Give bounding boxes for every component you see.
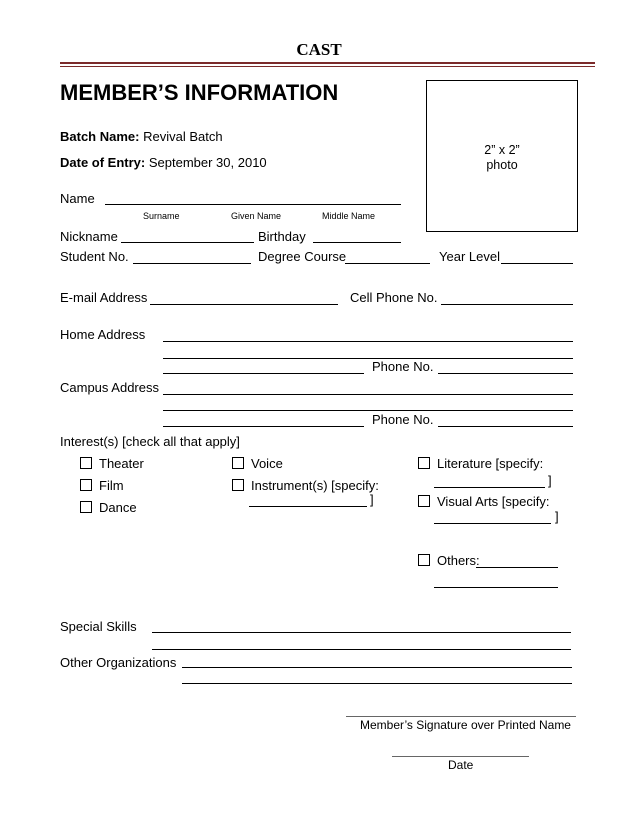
special-skills-line-1[interactable] <box>152 632 571 633</box>
interest-dance[interactable] <box>80 500 137 515</box>
cell-phone-label: Cell Phone No. <box>350 290 438 305</box>
home-address-label: Home Address <box>60 327 146 342</box>
checkbox-icon[interactable] <box>418 457 430 469</box>
other-orgs-line-1[interactable] <box>182 667 572 668</box>
home-address-line-2[interactable] <box>163 358 573 359</box>
interest-others[interactable] <box>418 553 480 568</box>
campus-address-line-1[interactable] <box>163 394 573 395</box>
checkbox-icon[interactable] <box>232 479 244 491</box>
year-level-label: Year Level <box>439 249 500 264</box>
signature-line[interactable] <box>346 716 576 717</box>
interest-dance-label: Dance <box>99 500 137 515</box>
photo-label <box>427 143 577 173</box>
checkbox-icon[interactable] <box>232 457 244 469</box>
name-label: Name <box>60 191 95 206</box>
batch-row <box>60 129 223 144</box>
email-field[interactable] <box>150 304 338 305</box>
interest-others-label: Others: <box>437 553 480 568</box>
checkbox-icon[interactable] <box>418 554 430 566</box>
interest-literature[interactable] <box>418 456 543 471</box>
visual-arts-close-bracket: ] <box>555 509 559 524</box>
home-address-line-1[interactable] <box>163 341 573 342</box>
visual-arts-specify-field[interactable] <box>434 523 551 524</box>
photo-size: 2” x 2” <box>484 143 520 157</box>
name-field[interactable] <box>105 204 401 205</box>
middle-name-label: Middle Name <box>322 211 376 221</box>
entry-row <box>60 155 267 170</box>
photo-box <box>426 80 578 232</box>
interest-instruments-label: Instrument(s) [specify: <box>251 478 379 493</box>
instruments-close-bracket: ] <box>370 492 374 507</box>
special-skills-label: Special Skills <box>60 619 137 634</box>
interest-film-label: Film <box>99 478 124 493</box>
batch-label: Batch Name: <box>60 129 140 144</box>
interest-theater-label: Theater <box>99 456 144 471</box>
signature-label: Member’s Signature over Printed Name <box>360 718 571 732</box>
photo-text: photo <box>486 158 518 172</box>
header-title: CAST <box>296 40 342 59</box>
date-line[interactable] <box>392 756 529 757</box>
others-field-1[interactable] <box>476 567 558 568</box>
literature-close-bracket: ] <box>548 473 552 488</box>
special-skills-line-2[interactable] <box>152 649 571 650</box>
birthday-field[interactable] <box>313 242 401 243</box>
student-no-label: Student No. <box>60 249 129 264</box>
other-orgs-line-2[interactable] <box>182 683 572 684</box>
interest-theater[interactable] <box>80 456 144 471</box>
literature-specify-field[interactable] <box>434 487 545 488</box>
surname-label: Surname <box>143 211 180 221</box>
batch-value: Revival Batch <box>143 129 223 144</box>
nickname-field[interactable] <box>121 242 254 243</box>
interest-voice[interactable] <box>232 456 283 471</box>
campus-address-label: Campus Address <box>60 380 159 395</box>
instruments-specify-field[interactable] <box>249 506 367 507</box>
entry-label: Date of Entry: <box>60 155 146 170</box>
birthday-label: Birthday <box>258 229 306 244</box>
student-no-field[interactable] <box>133 263 251 264</box>
campus-address-line-2[interactable] <box>163 410 573 411</box>
interest-voice-label: Voice <box>251 456 283 471</box>
interest-visual-arts-label: Visual Arts [specify: <box>437 494 550 509</box>
degree-course-field[interactable] <box>345 263 430 264</box>
degree-course-label: Degree Course <box>258 249 347 264</box>
given-name-label: Given Name <box>231 211 282 221</box>
interest-film[interactable] <box>80 478 124 493</box>
interest-visual-arts[interactable] <box>418 494 549 509</box>
cell-phone-field[interactable] <box>441 304 573 305</box>
home-phone-label: Phone No. <box>372 359 434 374</box>
header-rule-thin <box>60 66 595 67</box>
interest-literature-label: Literature [specify: <box>437 456 544 471</box>
date-label: Date <box>448 758 474 772</box>
interests-label: Interest(s) [check all that apply] <box>60 434 240 449</box>
page-title: MEMBER’S INFORMATION <box>60 80 339 105</box>
interest-instruments[interactable] <box>232 478 379 493</box>
checkbox-icon[interactable] <box>80 457 92 469</box>
home-address-line-3[interactable] <box>163 373 364 374</box>
year-level-field[interactable] <box>501 263 573 264</box>
nickname-label: Nickname <box>60 229 118 244</box>
others-field-2[interactable] <box>434 587 558 588</box>
campus-phone-label: Phone No. <box>372 412 434 427</box>
campus-phone-field[interactable] <box>438 426 573 427</box>
checkbox-icon[interactable] <box>80 479 92 491</box>
home-phone-field[interactable] <box>438 373 573 374</box>
entry-value: September 30, 2010 <box>148 155 267 170</box>
email-label: E-mail Address <box>60 290 148 305</box>
header-rule <box>60 62 595 64</box>
checkbox-icon[interactable] <box>80 501 92 513</box>
other-orgs-label: Other Organizations <box>60 655 177 670</box>
checkbox-icon[interactable] <box>418 495 430 507</box>
campus-address-line-3[interactable] <box>163 426 364 427</box>
